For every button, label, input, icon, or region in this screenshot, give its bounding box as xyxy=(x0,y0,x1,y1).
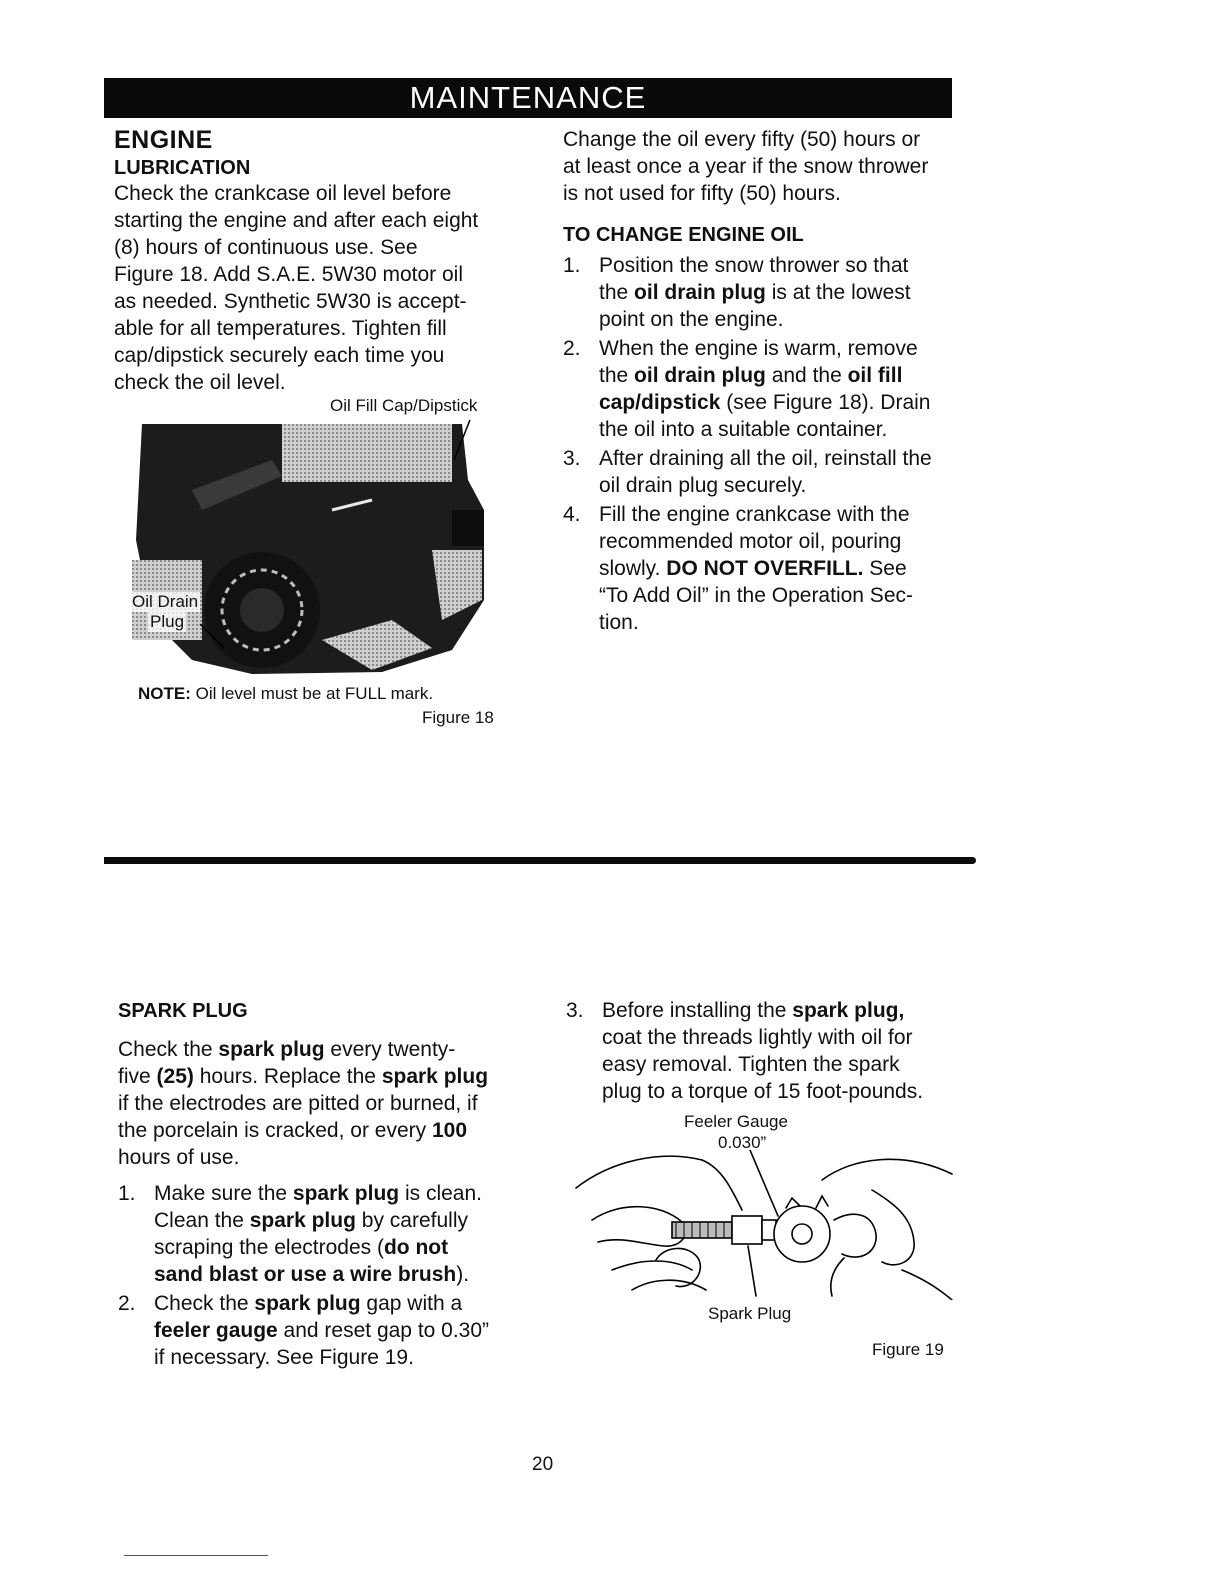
lubrication-heading: LUBRICATION xyxy=(114,157,251,179)
note-label: NOTE: xyxy=(138,684,191,703)
fig19-label-gap: 0.030” xyxy=(718,1133,767,1152)
spark-plug-steps-left xyxy=(118,1180,538,1373)
change-oil-steps xyxy=(563,252,983,638)
text: After draining all the oil, reinstall the xyxy=(599,447,932,470)
text-line xyxy=(154,1261,538,1288)
text: oil drain plug securely. xyxy=(599,474,807,497)
step-item xyxy=(118,1180,538,1288)
text-line xyxy=(599,306,983,333)
step-number: 4. xyxy=(563,503,581,526)
text-line xyxy=(154,1290,538,1317)
step-number: 2. xyxy=(563,337,581,360)
text-line xyxy=(599,252,983,279)
text: the xyxy=(599,364,635,387)
bold-text: 100 xyxy=(431,1119,468,1142)
fig19-caption: Figure 19 xyxy=(872,1340,944,1359)
step-item xyxy=(563,335,983,443)
bold-text: do not xyxy=(383,1236,449,1259)
bold-text: oil fill xyxy=(847,364,903,387)
text-line: Change the oil every fifty (50) hours or xyxy=(563,128,921,151)
text-line xyxy=(599,416,983,443)
page-number: 20 xyxy=(532,1454,554,1475)
text-line xyxy=(599,609,983,636)
text-line xyxy=(599,472,983,499)
bold-text: spark plug xyxy=(218,1038,325,1061)
text-line: at least once a year if the snow thrower xyxy=(563,155,929,178)
section-divider xyxy=(104,857,976,864)
bold-text: spark plug xyxy=(249,1209,356,1232)
step-number: 1. xyxy=(563,254,581,277)
text: is at the lowest xyxy=(765,281,911,304)
oil-change-interval-paragraph xyxy=(563,126,983,207)
text: When the engine is warm, remove xyxy=(599,337,918,360)
fig19-label-spark-plug: Spark Plug xyxy=(708,1304,792,1323)
bold-text: feeler gauge xyxy=(154,1319,278,1342)
text: if the electrodes are pitted or burned, if xyxy=(118,1092,478,1115)
text: Before installing the xyxy=(602,999,793,1022)
text-line xyxy=(154,1234,538,1261)
step-number: 2. xyxy=(118,1292,136,1315)
text: slowly. xyxy=(599,557,667,580)
text-line xyxy=(154,1344,538,1371)
text: Position the snow thrower so that xyxy=(599,254,909,277)
text: by carefully xyxy=(355,1209,468,1232)
text-line: able for all temperatures. Tighten fill xyxy=(114,317,447,340)
text: tion. xyxy=(599,611,639,634)
text-line xyxy=(599,582,983,609)
text: and the xyxy=(765,364,848,387)
step-number: 1. xyxy=(118,1182,136,1205)
text-line xyxy=(599,335,983,362)
footer-rule xyxy=(124,1555,268,1556)
step-item xyxy=(118,1290,538,1371)
text-line xyxy=(118,1090,538,1117)
text: coat the threads lightly with oil for xyxy=(602,1026,913,1049)
text: and reset gap to 0.30” xyxy=(277,1319,490,1342)
text: easy removal. Tighten the spark xyxy=(602,1053,900,1076)
text: recommended motor oil, pouring xyxy=(599,530,902,553)
text: hours. Replace the xyxy=(193,1065,382,1088)
text-line xyxy=(602,1024,986,1051)
step-item xyxy=(566,997,986,1105)
bold-text: spark plug xyxy=(381,1065,489,1088)
text: Make sure the xyxy=(154,1182,293,1205)
text-line xyxy=(599,528,983,555)
step-number: 3. xyxy=(566,999,584,1022)
text: is clean. xyxy=(399,1182,482,1205)
text-line xyxy=(602,1078,986,1105)
fig18-caption: Figure 18 xyxy=(422,708,494,727)
text-line xyxy=(602,997,986,1024)
text: scraping the electrodes ( xyxy=(154,1236,384,1259)
text: the porcelain is cracked, or every xyxy=(118,1119,432,1142)
text-line xyxy=(602,1051,986,1078)
text-line xyxy=(118,1036,538,1063)
change-oil-heading: TO CHANGE ENGINE OIL xyxy=(563,224,804,246)
bold-text: cap/dipstick xyxy=(599,391,721,414)
fig18-label-oil-drain: Oil Drain xyxy=(132,592,199,611)
engine-heading: ENGINE xyxy=(114,126,213,154)
bold-text: spark plug xyxy=(292,1182,400,1205)
bold-text: sand blast or use a wire brush xyxy=(154,1263,457,1286)
engine-photo xyxy=(132,420,488,682)
text-line: as needed. Synthetic 5W30 is accept- xyxy=(114,290,467,313)
text: gap with a xyxy=(360,1292,463,1315)
text: Fill the engine crankcase with the xyxy=(599,503,910,526)
text-line xyxy=(599,555,983,582)
text-line xyxy=(599,362,983,389)
text-line xyxy=(599,501,983,528)
text-line xyxy=(599,445,983,472)
text: “To Add Oil” in the Operation Sec- xyxy=(599,584,913,607)
spark-plug-intro xyxy=(118,1036,538,1171)
text-line: starting the engine and after each eight xyxy=(114,209,479,232)
text-line: Check the crankcase oil level before xyxy=(114,182,452,205)
note-text: Oil level must be at FULL mark. xyxy=(195,684,434,703)
spark-plug-heading: SPARK PLUG xyxy=(118,1000,248,1022)
text-line xyxy=(599,279,983,306)
bold-text: oil drain plug xyxy=(634,364,766,387)
text-line: Figure 18. Add S.A.E. 5W30 motor oil xyxy=(114,263,464,286)
bold-text: spark plug xyxy=(254,1292,361,1315)
text-line xyxy=(154,1317,538,1344)
text: plug to a torque of 15 foot-pounds. xyxy=(602,1080,924,1103)
fig18-label-oil-fill-cap: Oil Fill Cap/Dipstick xyxy=(330,396,478,415)
step-item xyxy=(563,501,983,636)
spark-plug-steps-right xyxy=(566,997,986,1107)
text: ). xyxy=(456,1263,470,1286)
text: Clean the xyxy=(154,1209,250,1232)
step-item xyxy=(563,445,983,499)
text: point on the engine. xyxy=(599,308,784,331)
bold-text: DO NOT OVERFILL. xyxy=(666,557,864,580)
text-line: check the oil level. xyxy=(114,371,286,394)
text: if necessary. See Figure 19. xyxy=(154,1346,414,1369)
text-line xyxy=(599,389,983,416)
text-line: (8) hours of continuous use. See xyxy=(114,236,418,259)
text-line xyxy=(118,1063,538,1090)
fig18-label-plug: Plug xyxy=(150,612,185,631)
bold-text: (25) xyxy=(156,1065,194,1088)
text: the oil into a suitable container. xyxy=(599,418,888,441)
text: See xyxy=(863,557,907,580)
bold-text: spark plug, xyxy=(792,999,905,1022)
text: hours of use. xyxy=(118,1146,240,1169)
step-number: 3. xyxy=(563,447,581,470)
bold-text: oil drain plug xyxy=(634,281,766,304)
text-line xyxy=(154,1207,538,1234)
lubrication-paragraph xyxy=(114,180,534,396)
fig19-label-feeler-gauge: Feeler Gauge xyxy=(684,1112,788,1131)
text-line: cap/dipstick securely each time you xyxy=(114,344,445,367)
text-line xyxy=(118,1117,538,1144)
text: (see Figure 18). Drain xyxy=(720,391,931,414)
text: Check the xyxy=(154,1292,255,1315)
text: Check the xyxy=(118,1038,219,1061)
text: every twenty- xyxy=(324,1038,456,1061)
section-banner: MAINTENANCE xyxy=(104,78,952,118)
text: five xyxy=(118,1065,157,1088)
spark-plug-gauge-illustration xyxy=(572,1150,964,1300)
text: the xyxy=(599,281,635,304)
text-line xyxy=(118,1144,538,1171)
text-line xyxy=(154,1180,538,1207)
step-item xyxy=(563,252,983,333)
text-line: is not used for fifty (50) hours. xyxy=(563,182,841,205)
fig18-note xyxy=(138,684,433,704)
